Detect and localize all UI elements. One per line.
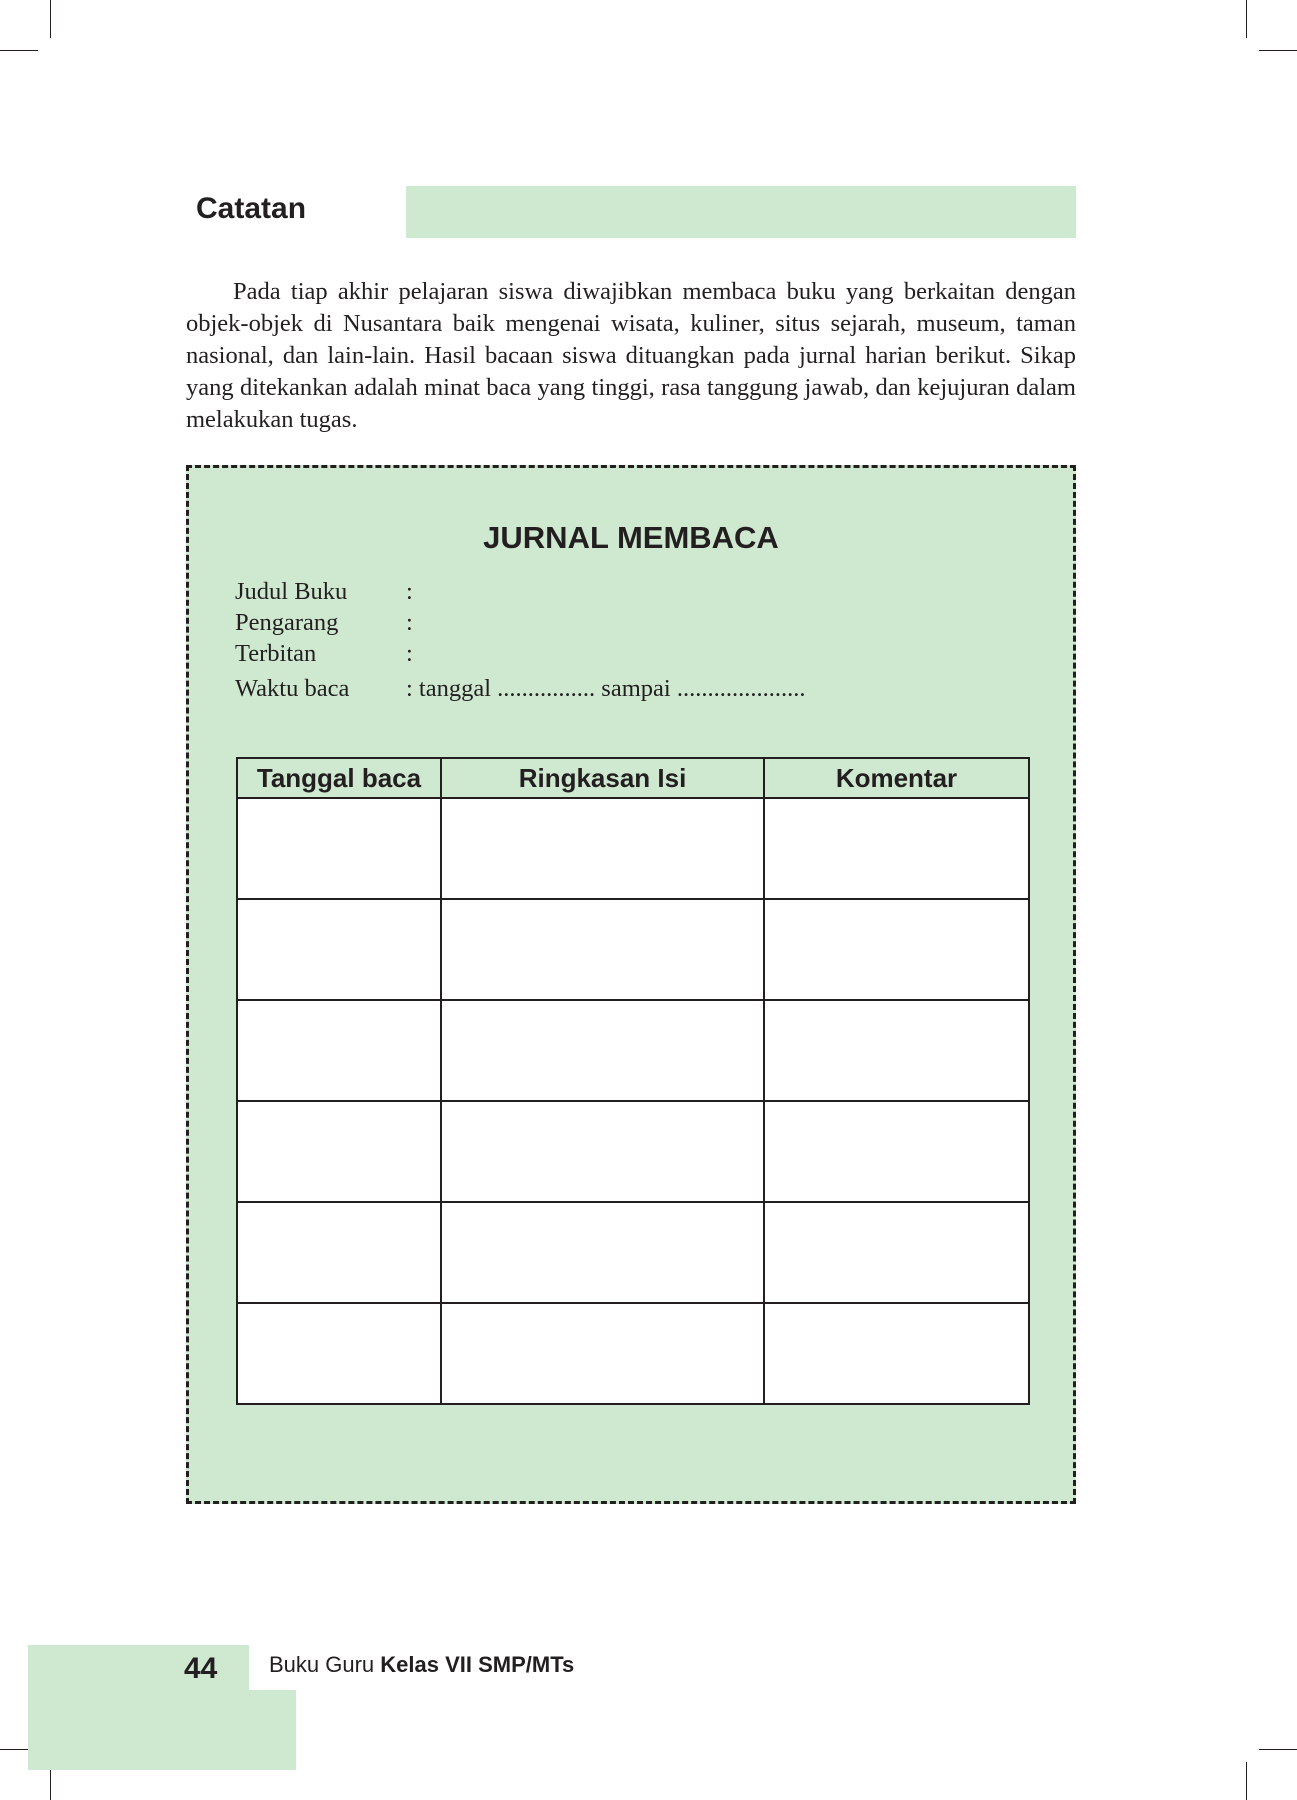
section-heading-row: [196, 186, 1076, 238]
cell-date[interactable]: [237, 899, 441, 1000]
footer-book-prefix: Buku Guru: [269, 1652, 381, 1677]
field-label: Judul Buku: [235, 578, 348, 605]
footer-accent-block: [28, 1690, 296, 1770]
field-value: :: [406, 640, 413, 667]
field-label: Pengarang: [235, 609, 339, 636]
cell-summary[interactable]: [441, 1101, 764, 1202]
cell-comment[interactable]: [764, 1101, 1029, 1202]
table-row: [237, 1101, 1029, 1202]
page-number: 44: [184, 1652, 218, 1685]
footer-book-title: Kelas VII SMP/MTs: [380, 1652, 575, 1677]
crop-mark-bottom-right-horizontal: [1259, 1749, 1297, 1750]
field-label: Terbitan: [235, 640, 317, 667]
intro-paragraph: Pada tiap akhir pelajaran siswa diwajibkan membaca buku yang berkaitan dengan objek-objek di Nusantara baik mengenai wisata, kuliner, situs sejarah, museum, taman nasional, dan lain-lain. Hasil bacaan siswa dituangkan pada jurnal harian berikut. Sikap yang ditekankan adalah minat baca yang tinggi, rasa tanggung jawab, dan kejujuran dalam melakukan tugas.: [186, 278, 1076, 433]
table-row: [237, 1202, 1029, 1303]
table-row: [237, 1303, 1029, 1404]
cell-date[interactable]: [237, 1101, 441, 1202]
column-header-summary: Ringkasan Isi: [441, 758, 764, 798]
field-value: : tanggal ................ sampai .....................: [406, 675, 806, 702]
crop-mark-bottom-right-vertical: [1246, 1762, 1247, 1800]
reading-journal-form: [186, 465, 1076, 1504]
cell-summary[interactable]: [441, 1303, 764, 1404]
table-row: [237, 798, 1029, 899]
field-label: Waktu baca: [235, 675, 350, 702]
cell-summary[interactable]: [441, 899, 764, 1000]
crop-mark-top-right-horizontal: [1259, 50, 1297, 51]
cell-summary[interactable]: [441, 798, 764, 899]
cell-summary[interactable]: [441, 1202, 764, 1303]
cell-date[interactable]: [237, 798, 441, 899]
crop-mark-top-left-horizontal: [0, 50, 38, 51]
cell-date[interactable]: [237, 1000, 441, 1101]
field-value: :: [406, 578, 413, 605]
heading-accent-bar: [406, 186, 1076, 238]
table-row: [237, 1000, 1029, 1101]
cell-comment[interactable]: [764, 899, 1029, 1000]
column-header-date: Tanggal baca: [237, 758, 441, 798]
cell-comment[interactable]: [764, 1000, 1029, 1101]
column-header-comment: Komentar: [764, 758, 1029, 798]
table-row: [237, 899, 1029, 1000]
cell-summary[interactable]: [441, 1000, 764, 1101]
section-heading: Catatan: [196, 192, 307, 225]
field-value: :: [406, 609, 413, 636]
journal-table: [236, 757, 1030, 1405]
running-footer: [269, 1652, 574, 1678]
crop-mark-top-left-vertical: [50, 0, 51, 38]
cell-comment[interactable]: [764, 798, 1029, 899]
crop-mark-top-right-vertical: [1246, 0, 1247, 38]
cell-comment[interactable]: [764, 1303, 1029, 1404]
table-header-row: [237, 758, 1029, 798]
cell-comment[interactable]: [764, 1202, 1029, 1303]
cell-date[interactable]: [237, 1303, 441, 1404]
journal-title: JURNAL MEMBACA: [483, 520, 779, 555]
cell-date[interactable]: [237, 1202, 441, 1303]
